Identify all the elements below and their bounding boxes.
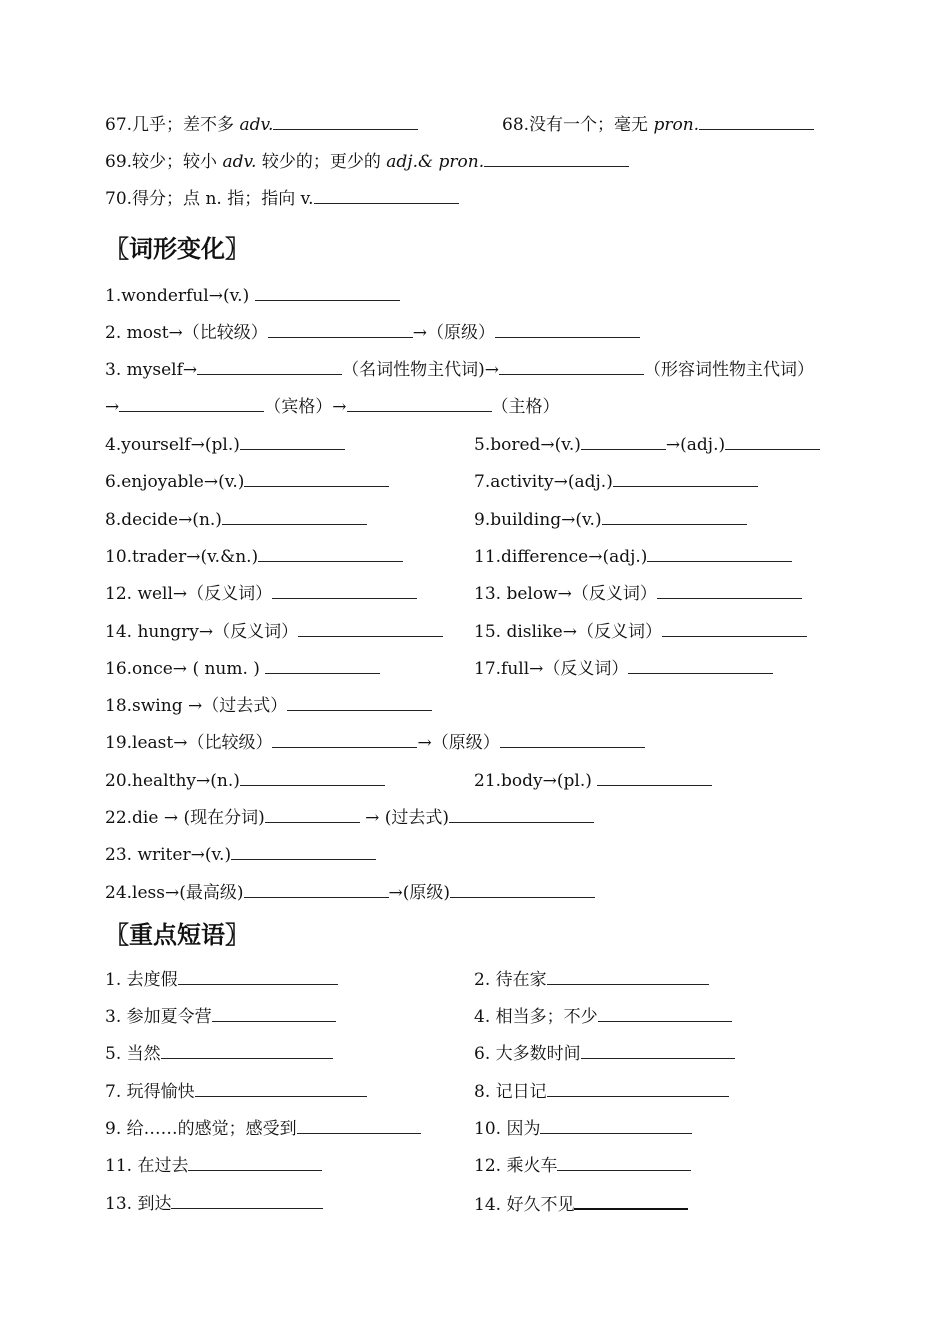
answer-blank[interactable] bbox=[188, 1154, 322, 1171]
phrase-item-2: 2. 待在家 bbox=[474, 968, 709, 991]
answer-blank[interactable] bbox=[287, 694, 432, 711]
phrase-item-4: 4. 相当多；不少 bbox=[474, 1005, 732, 1028]
phrase-item-14: 14. 好久不见 bbox=[474, 1192, 688, 1216]
phrase-item-12: 12. 乘火车 bbox=[474, 1154, 691, 1177]
answer-blank[interactable] bbox=[244, 470, 389, 487]
answer-blank[interactable] bbox=[222, 508, 367, 525]
answer-blank[interactable] bbox=[547, 968, 709, 985]
answer-blank[interactable] bbox=[699, 113, 814, 130]
answer-blank[interactable] bbox=[314, 187, 459, 204]
answer-blank[interactable] bbox=[265, 806, 360, 823]
answer-blank[interactable] bbox=[347, 395, 492, 412]
phrase-item-10: 10. 因为 bbox=[474, 1117, 692, 1140]
answer-blank[interactable] bbox=[557, 1154, 691, 1171]
answer-blank[interactable] bbox=[258, 545, 403, 562]
word-form-item-21: 21.body→(pl.) bbox=[474, 769, 712, 792]
answer-blank[interactable] bbox=[272, 731, 417, 748]
word-form-item-24: 24.less→(最高级) →(原级) bbox=[105, 881, 595, 904]
word-form-item-3: 3. myself→ （名词性物主代词)→ （形容词性物主代词） bbox=[105, 360, 814, 380]
word-form-item-17: 17.full→（反义词） bbox=[474, 657, 773, 680]
phrase-item-9: 9. 给……的感觉；感受到 bbox=[105, 1117, 421, 1140]
phrase-item-1: 1. 去度假 bbox=[105, 968, 338, 991]
word-form-item-20: 20.healthy→(n.) bbox=[105, 769, 385, 792]
word-form-item-22: 22.die → (现在分词) → (过去式) bbox=[105, 806, 594, 829]
answer-blank[interactable] bbox=[657, 582, 802, 599]
vocab-item-68: 68.没有一个；毫无 pron. bbox=[502, 113, 814, 136]
word-form-item-14: 14. hungry→（反义词） bbox=[105, 620, 443, 643]
word-form-item-7: 7.activity→(adj.) bbox=[474, 470, 758, 493]
phrase-item-7: 7. 玩得愉快 bbox=[105, 1080, 367, 1103]
answer-blank[interactable] bbox=[495, 321, 640, 338]
word-form-item-4: 4.yourself→(pl.) bbox=[105, 433, 345, 456]
answer-blank[interactable] bbox=[178, 968, 338, 985]
answer-blank[interactable] bbox=[171, 1192, 323, 1209]
answer-blank[interactable] bbox=[628, 657, 773, 674]
answer-blank[interactable] bbox=[449, 806, 594, 823]
answer-blank[interactable] bbox=[662, 620, 807, 637]
phrase-item-11: 11. 在过去 bbox=[105, 1154, 322, 1177]
answer-blank[interactable] bbox=[499, 358, 644, 375]
word-form-item-15: 15. dislike→（反义词） bbox=[474, 620, 807, 643]
word-form-item-23: 23. writer→(v.) bbox=[105, 843, 376, 866]
answer-blank[interactable] bbox=[161, 1042, 333, 1059]
answer-blank[interactable] bbox=[597, 769, 712, 786]
answer-blank[interactable] bbox=[212, 1005, 336, 1022]
answer-blank[interactable] bbox=[119, 395, 264, 412]
phrase-item-6: 6. 大多数时间 bbox=[474, 1042, 735, 1065]
answer-blank[interactable] bbox=[581, 1042, 735, 1059]
word-form-item-5: 5.bored→(v.) →(adj.) bbox=[474, 433, 820, 456]
word-form-item-1: 1.wonderful→(v.) bbox=[105, 284, 400, 307]
answer-blank[interactable] bbox=[195, 1080, 367, 1097]
answer-blank[interactable] bbox=[647, 545, 792, 562]
word-form-item-11: 11.difference→(adj.) bbox=[474, 545, 792, 568]
word-form-item-13: 13. below→（反义词） bbox=[474, 582, 802, 605]
word-form-item-10: 10.trader→(v.&n.) bbox=[105, 545, 403, 568]
answer-blank[interactable] bbox=[574, 1192, 688, 1210]
answer-blank[interactable] bbox=[581, 433, 666, 450]
phrase-item-5: 5. 当然 bbox=[105, 1042, 333, 1065]
section-heading-word-forms: 〖词形变化〗 bbox=[105, 235, 249, 263]
vocab-item-70: 70.得分；点 n. 指；指向 v. bbox=[105, 187, 459, 210]
answer-blank[interactable] bbox=[273, 113, 418, 130]
answer-blank[interactable] bbox=[725, 433, 820, 450]
word-form-item-2: 2. most→（比较级） →（原级） bbox=[105, 321, 640, 344]
answer-blank[interactable] bbox=[255, 284, 400, 301]
word-form-item-8: 8.decide→(n.) bbox=[105, 508, 367, 531]
answer-blank[interactable] bbox=[450, 881, 595, 898]
answer-blank[interactable] bbox=[602, 508, 747, 525]
answer-blank[interactable] bbox=[613, 470, 758, 487]
word-form-item-19: 19.least→（比较级） →（原级） bbox=[105, 731, 645, 754]
answer-blank[interactable] bbox=[484, 150, 629, 167]
answer-blank[interactable] bbox=[240, 769, 385, 786]
answer-blank[interactable] bbox=[231, 843, 376, 860]
answer-blank[interactable] bbox=[240, 433, 345, 450]
answer-blank[interactable] bbox=[547, 1080, 729, 1097]
word-form-item-18: 18.swing →（过去式） bbox=[105, 694, 432, 717]
answer-blank[interactable] bbox=[268, 321, 413, 338]
answer-blank[interactable] bbox=[244, 881, 389, 898]
phrase-item-3: 3. 参加夏令营 bbox=[105, 1005, 336, 1028]
word-form-item-3-cont: → （宾格）→ （主格） bbox=[105, 397, 560, 417]
answer-blank[interactable] bbox=[598, 1005, 732, 1022]
word-form-item-9: 9.building→(v.) bbox=[474, 508, 747, 531]
answer-blank[interactable] bbox=[265, 657, 380, 674]
answer-blank[interactable] bbox=[540, 1117, 692, 1134]
word-form-item-6: 6.enjoyable→(v.) bbox=[105, 470, 389, 493]
phrase-item-8: 8. 记日记 bbox=[474, 1080, 729, 1103]
answer-blank[interactable] bbox=[272, 582, 417, 599]
vocab-item-67: 67.几乎；差不多 adv. bbox=[105, 113, 418, 136]
word-form-item-12: 12. well→（反义词） bbox=[105, 582, 417, 605]
answer-blank[interactable] bbox=[298, 620, 443, 637]
word-form-item-16: 16.once→ ( num. ) bbox=[105, 657, 380, 680]
vocab-item-69: 69.较少；较小 adv. 较少的；更少的 adj.& pron. bbox=[105, 150, 629, 173]
answer-blank[interactable] bbox=[500, 731, 645, 748]
answer-blank[interactable] bbox=[197, 358, 342, 375]
section-heading-key-phrases: 〖重点短语〗 bbox=[105, 921, 249, 949]
phrase-item-13: 13. 到达 bbox=[105, 1192, 323, 1215]
answer-blank[interactable] bbox=[297, 1117, 421, 1134]
